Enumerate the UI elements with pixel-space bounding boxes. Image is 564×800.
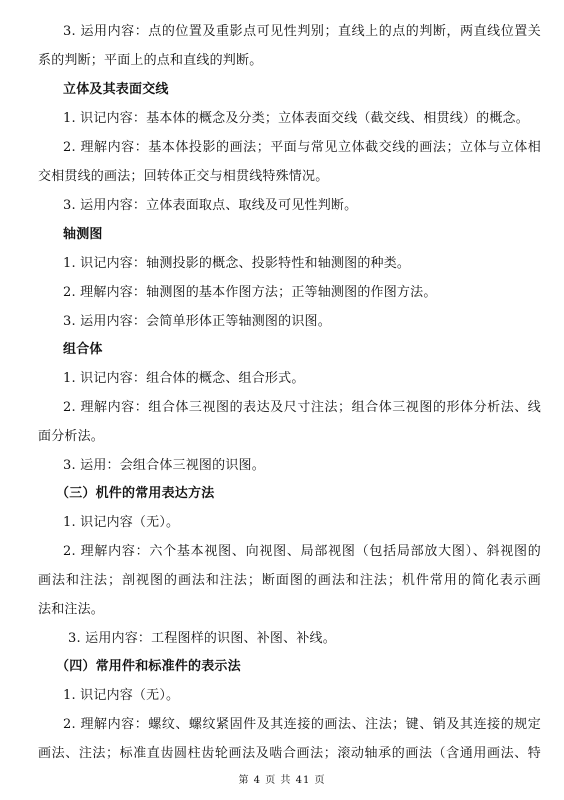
text-line: 2. 理解内容：组合体三视图的表达及尺寸注法；组合体三视图的形体分析法、线 (63, 400, 541, 415)
text-line: 画法和注法；剖视图的画法和注法；断面图的画法和注法；机件常用的简化表示画 (38, 573, 541, 588)
text-line: 1. 识记内容：基本体的概念及分类；立体表面交线（截交线、相贯线）的概念。 (63, 111, 529, 126)
text-line: 3. 运用：会组合体三视图的识图。 (63, 458, 265, 473)
text-line: 3. 运用内容：会简单形体正等轴测图的识图。 (63, 314, 331, 329)
text-line: 系的判断；平面上的点和直线的判断。 (38, 53, 263, 68)
text-line: 2. 理解内容：六个基本视图、向视图、局部视图（包括局部放大图）、斜视图的 (63, 544, 541, 559)
text-line: 1. 识记内容：组合体的概念、组合形式。 (63, 371, 305, 386)
section-heading: （三）机件的常用表达方法 (56, 486, 215, 501)
text-line: 1. 识记内容（无）。 (63, 515, 180, 530)
section-heading: （四）常用件和标准件的表示法 (56, 659, 241, 674)
section-heading: 轴测图 (63, 227, 103, 242)
text-line: 交相贯线的画法；回转体正交与相贯线特殊情况。 (38, 169, 329, 184)
section-heading: 立体及其表面交线 (63, 82, 169, 97)
section-heading: 组合体 (63, 342, 103, 357)
text-line: 法和注法。 (38, 602, 105, 617)
text-line: 3. 运用内容：点的位置及重影点可见性判别；直线上的点的判断，两直线位置关 (63, 24, 541, 39)
text-line: 1. 识记内容（无）。 (63, 688, 180, 703)
text-line: 3. 运用内容：工程图样的识图、补图、补线。 (68, 631, 336, 646)
text-line: 2. 理解内容：轴测图的基本作图方法；正等轴测图的作图方法。 (63, 285, 437, 300)
text-line: 3. 运用内容：立体表面取点、取线及可见性判断。 (63, 198, 358, 213)
text-line: 画法、注法；标准直齿圆柱齿轮画法及啮合画法；滚动轴承的画法（含通用画法、特 (38, 746, 541, 761)
text-line: 2. 理解内容：基本体投影的画法；平面与常见立体截交线的画法；立体与立体相 (63, 140, 541, 155)
text-line: 2. 理解内容：螺纹、螺纹紧固件及其连接的画法、注法；键、销及其连接的规定 (63, 717, 541, 732)
text-line: 1. 识记内容：轴测投影的概念、投影特性和轴测图的种类。 (63, 256, 411, 271)
page-footer: 第 4 页 共 41 页 (238, 775, 326, 786)
text-line: 面分析法。 (38, 429, 105, 444)
